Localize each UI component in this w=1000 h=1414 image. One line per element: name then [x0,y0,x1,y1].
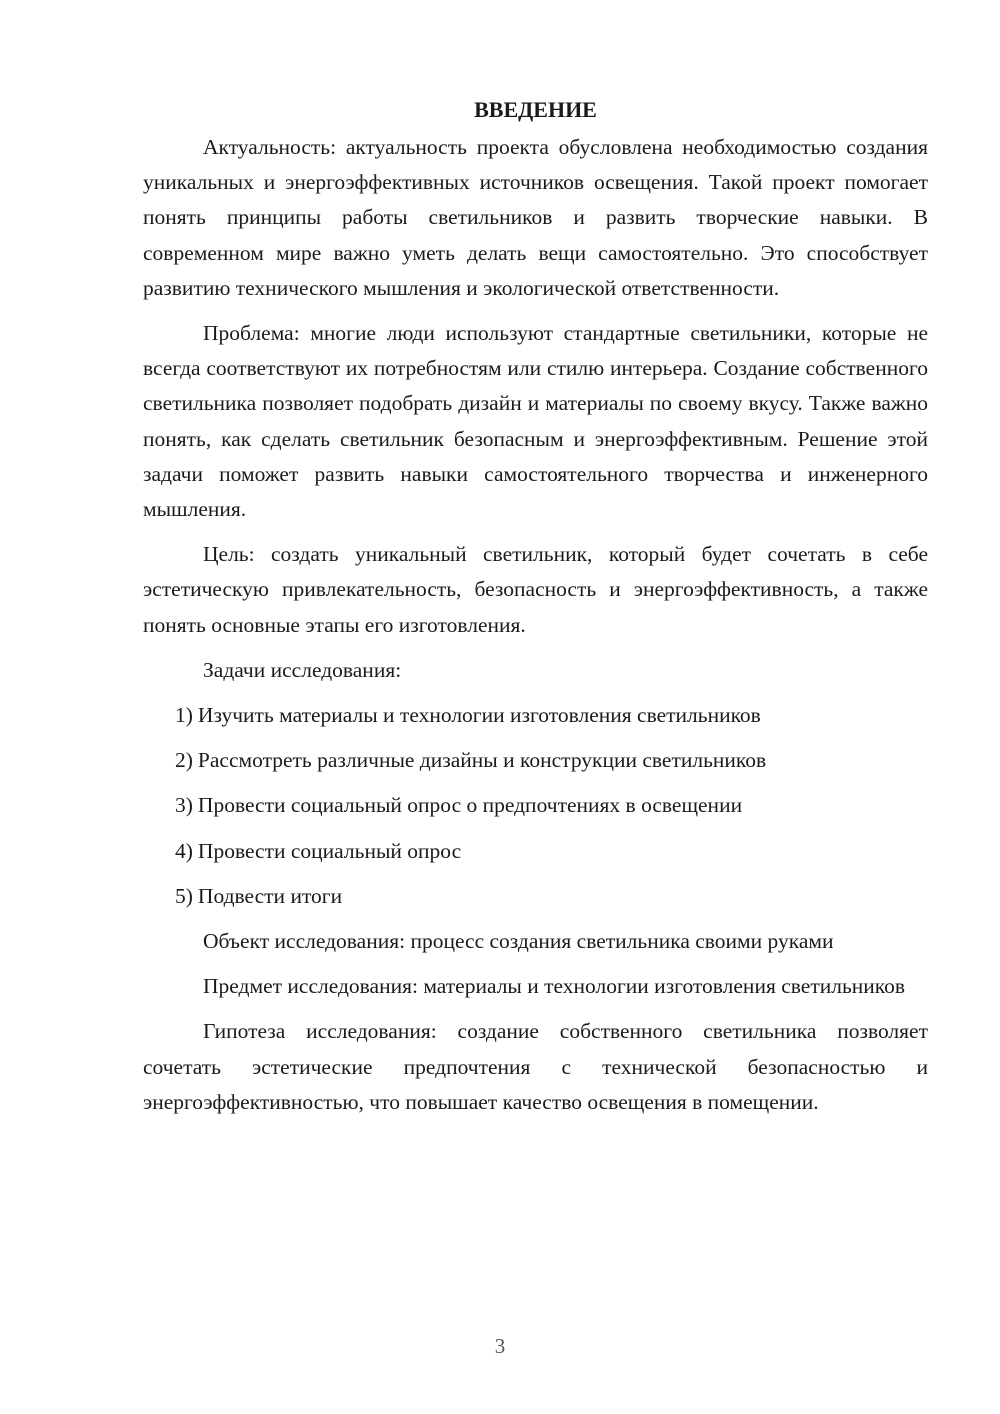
page-number: 3 [494,1334,506,1358]
list-item [143,698,928,733]
object-paragraph: Объект исследования: процесс создания светильника своими руками [203,929,834,954]
list-item-number: 1) [175,703,193,728]
hypothesis-paragraph: Гипотеза исследования: создание собственного светильника позволяет сочетать эстетические предпочтения с технической безопасностью и энергоэффективностью, что повышает качество освещения в помещении. [143,1019,928,1114]
relevance-paragraph: Актуальность: актуальность проекта обусловлена необходимостью создания уникальных и энергоэффективных источников освещения. Такой проект помогает понять принципы работы светильников и развить творческие навыки. В современном мире важно уметь делать вещи самостоятельно. Это способствует развитию технического мышления и экологической ответственности. [143,135,928,300]
problem-paragraph: Проблема: многие люди используют стандартные светильники, которые не всегда соответствуют их потребностям или стилю интерьера. Создание собственного светильника позволяет подобрать дизайн и материалы по своему вкусу. Также важно понять, как сделать светильник безопасным и энергоэффективным. Решение этой задачи поможет развить навыки самостоятельного творчества и инженерного мышления. [143,321,928,522]
list-item-number: 4) [175,838,193,863]
subject-paragraph: Предмет исследования: материалы и технологии изготовления светильников [203,974,906,999]
list-item-number: 5) [175,883,193,908]
list-item-text: Подвести итоги [197,883,343,908]
section-title: ВВЕДЕНИЕ [474,97,597,122]
list-item [143,834,928,869]
list-item [143,788,928,823]
goal-paragraph: Цель: создать уникальный светильник, который будет сочетать в себе эстетическую привлекательность, безопасность и энергоэффективность, а также понять основные этапы его изготовления. [143,542,928,637]
list-item [143,879,928,914]
list-item-text: Изучить материалы и технологии изготовления светильников [197,703,761,728]
list-item-text: Провести социальный опрос [197,838,462,863]
tasks-list [143,698,928,914]
list-item-text: Рассмотреть различные дизайны и конструкции светильников [197,748,767,773]
tasks-heading: Задачи исследования: [203,657,402,682]
list-item-number: 2) [175,748,193,773]
list-item-text: Провести социальный опрос о предпочтениях в освещении [197,793,743,818]
list-item-number: 3) [175,793,193,818]
list-item [143,743,928,778]
document-page [143,92,928,1120]
